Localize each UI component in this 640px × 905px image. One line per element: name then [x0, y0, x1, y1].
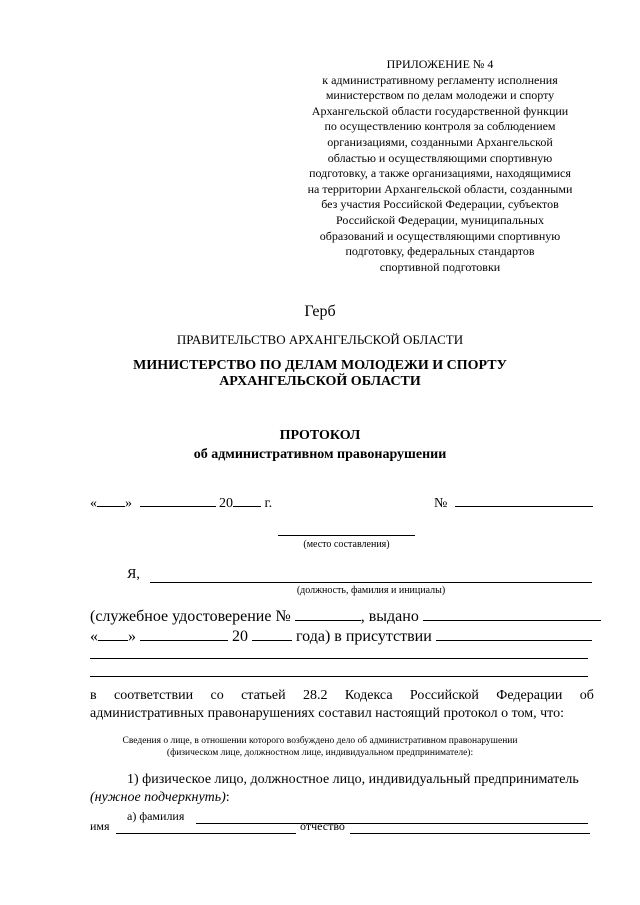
place-caption: (место составления) — [303, 539, 390, 550]
appendix-line: к административному регламенту исполнения — [322, 72, 558, 87]
appendix-line: подготовку, федеральных стандартов — [345, 244, 535, 259]
surname-label: а) фамилия — [127, 809, 185, 823]
date-field: « » 20 г. — [90, 492, 272, 512]
appendix-line: без участия Российской Федерации, субъектов — [321, 197, 559, 212]
person-info-caption-line1: Сведения о лице, в отношении которого возбуждено дело об административном правонарушении — [122, 736, 518, 746]
appendix-line: по осуществлению контроля за соблюдением — [324, 119, 556, 134]
official-name-blank[interactable] — [150, 582, 592, 583]
appendix-line: на территории Архангельской области, созданными — [307, 181, 573, 196]
i-label: Я, — [127, 567, 140, 582]
government-name: ПРАВИТЕЛЬСТВО АРХАНГЕЛЬСКОЙ ОБЛАСТИ — [176, 332, 464, 347]
appendix-line: организациями, созданными Архангельской — [327, 134, 553, 149]
certificate-line: (служебное удостоверение № , выдано — [90, 606, 601, 626]
patronymic-blank[interactable] — [350, 833, 590, 834]
statement-text-line1: в соответствии со статьей 28.2 Кодекса Российской Федерации об — [90, 688, 594, 703]
year-blank[interactable] — [233, 492, 261, 507]
document-title: ПРОТОКОЛ — [279, 428, 361, 443]
blank-line[interactable] — [90, 676, 588, 677]
appendix-line: Архангельской области государственной функции — [311, 103, 569, 118]
appendix-line: спортивной подготовки — [379, 259, 501, 274]
issued-by-blank[interactable] — [423, 606, 601, 621]
statement-text-line2: административных правонарушениях составил настоящий протокол о том, что: — [90, 706, 564, 721]
appendix-line: областью и осуществляющими спортивную — [327, 150, 553, 165]
issue-day-blank[interactable] — [98, 626, 128, 641]
ministry-name-line2: АРХАНГЕЛЬСКОЙ ОБЛАСТИ — [219, 374, 421, 389]
issue-month-blank[interactable] — [140, 626, 228, 641]
appendix-line: министерством по делам молодежи и спорту — [325, 88, 555, 103]
position-caption: (должность, фамилия и инициалы) — [296, 585, 446, 596]
patronymic-label: отчество — [300, 819, 345, 833]
appendix-line: подготовку, а также организациями, находящимися — [309, 166, 571, 181]
person-info-caption-line2: (физическом лице, должностном лице, индивидуальном предпринимателе): — [166, 748, 474, 758]
protocol-number-blank[interactable] — [455, 492, 593, 507]
issue-year-blank[interactable] — [252, 626, 292, 641]
witness-blank[interactable] — [436, 626, 592, 641]
person-type-line: 1) физическое лицо, должностное лицо, индивидуальный предприниматель — [127, 772, 579, 787]
issue-date-line: « » 20 года) в присутствии — [90, 626, 592, 646]
document-subtitle: об административном правонарушении — [193, 447, 447, 462]
first-name-blank[interactable] — [116, 833, 296, 834]
appendix-line: ПРИЛОЖЕНИЕ № 4 — [386, 57, 494, 71]
certificate-number-blank[interactable] — [295, 606, 361, 621]
surname-blank[interactable] — [196, 823, 588, 824]
appendix-line: Российской Федерации, муниципальных — [336, 212, 544, 227]
protocol-number-field: № — [434, 492, 593, 512]
first-name-label: имя — [90, 819, 110, 833]
ministry-name-line1: МИНИСТЕРСТВО ПО ДЕЛАМ МОЛОДЕЖИ И СПОРТУ — [133, 358, 507, 373]
place-blank[interactable] — [278, 535, 415, 536]
day-blank[interactable] — [97, 492, 125, 507]
coat-of-arms-placeholder: Герб — [304, 303, 336, 320]
appendix-line: образований и осуществляющими спортивную — [319, 228, 561, 243]
month-blank[interactable] — [140, 492, 216, 507]
person-type-note: (нужное подчеркнуть): — [90, 790, 230, 805]
appendix-block — [290, 57, 590, 275]
blank-line[interactable] — [90, 658, 588, 659]
